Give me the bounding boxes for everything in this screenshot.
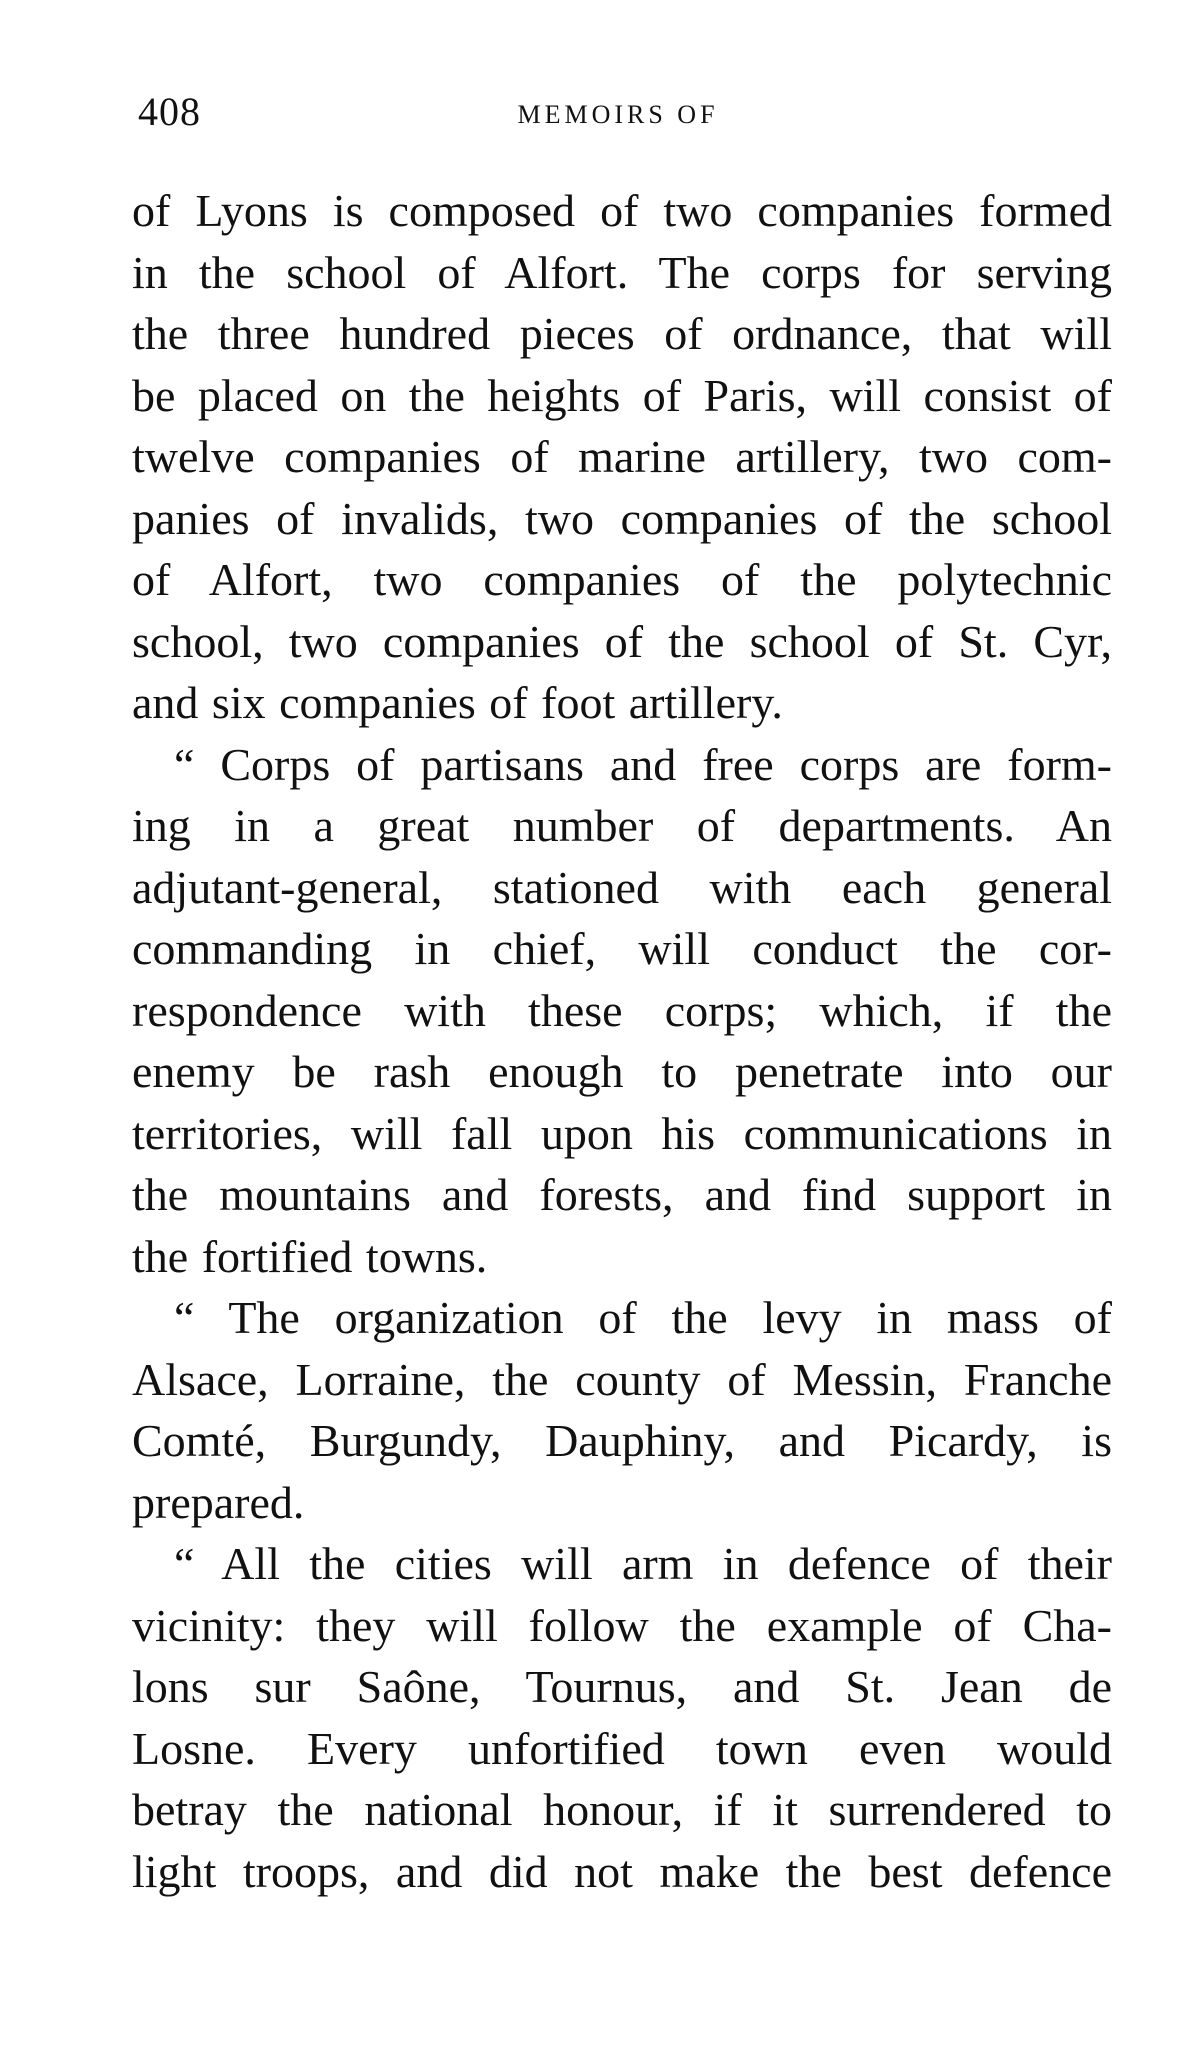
text-line: and six companies of foot artillery. (132, 677, 783, 728)
text-line: of Alfort, two companies of the polytechnic (132, 554, 1112, 605)
text-line: light troops, and did not make the best defence (132, 1845, 1112, 1897)
text-line: betray the national honour, if it surrendered to (132, 1784, 1112, 1835)
text-line: in the school of Alfort. The corps for serving (132, 246, 1112, 298)
text-line: “ All the cities will arm in defence of their (174, 1538, 1112, 1589)
text-line: the mountains and forests, and find support in (132, 1169, 1112, 1220)
text-line: lons sur Saône, Tournus, and St. Jean de (132, 1661, 1112, 1712)
text-line: adjutant-general, stationed with each general (132, 861, 1112, 913)
text-line: Losne. Every unfortified town even would (132, 1722, 1112, 1774)
body-text (132, 180, 1112, 1902)
text-line: ing in a great number of departments. An (132, 800, 1112, 851)
paragraph-2 (132, 734, 1112, 1288)
text-line: “ The organization of the levy in mass of (174, 1292, 1112, 1343)
text-line: Alsace, Lorraine, the county of Messin, Franche (132, 1353, 1112, 1405)
text-line: enemy be rash enough to penetrate into our (132, 1046, 1112, 1097)
text-line: commanding in chief, will conduct the cor- (132, 923, 1112, 974)
paragraph-1 (132, 180, 1112, 734)
text-line: respondence with these corps; which, if the (132, 984, 1112, 1036)
text-line: twelve companies of marine artillery, two com- (132, 431, 1112, 482)
text-line: the three hundred pieces of ordnance, that will (132, 308, 1112, 359)
text-line: Comté, Burgundy, Dauphiny, and Picardy, is (132, 1415, 1112, 1466)
text-line: school, two companies of the school of St. Cyr, (132, 615, 1112, 667)
page-number: 408 (138, 89, 201, 134)
text-line: vicinity: they will follow the example of Cha- (132, 1599, 1112, 1651)
text-line: territories, will fall upon his communications in (132, 1107, 1112, 1159)
running-title: MEMOIRS OF (517, 100, 719, 129)
text-line: panies of invalids, two companies of the school (132, 492, 1112, 544)
text-line: of Lyons is composed of two companies formed (132, 185, 1112, 236)
text-line: the fortified towns. (132, 1230, 488, 1282)
running-head (138, 84, 1098, 140)
paragraph-4 (132, 1533, 1112, 1902)
text-line: “ Corps of partisans and free corps are form- (174, 738, 1112, 790)
text-line: be placed on the heights of Paris, will consist of (132, 369, 1112, 421)
text-line: prepared. (132, 1476, 305, 1528)
paragraph-3 (132, 1287, 1112, 1533)
